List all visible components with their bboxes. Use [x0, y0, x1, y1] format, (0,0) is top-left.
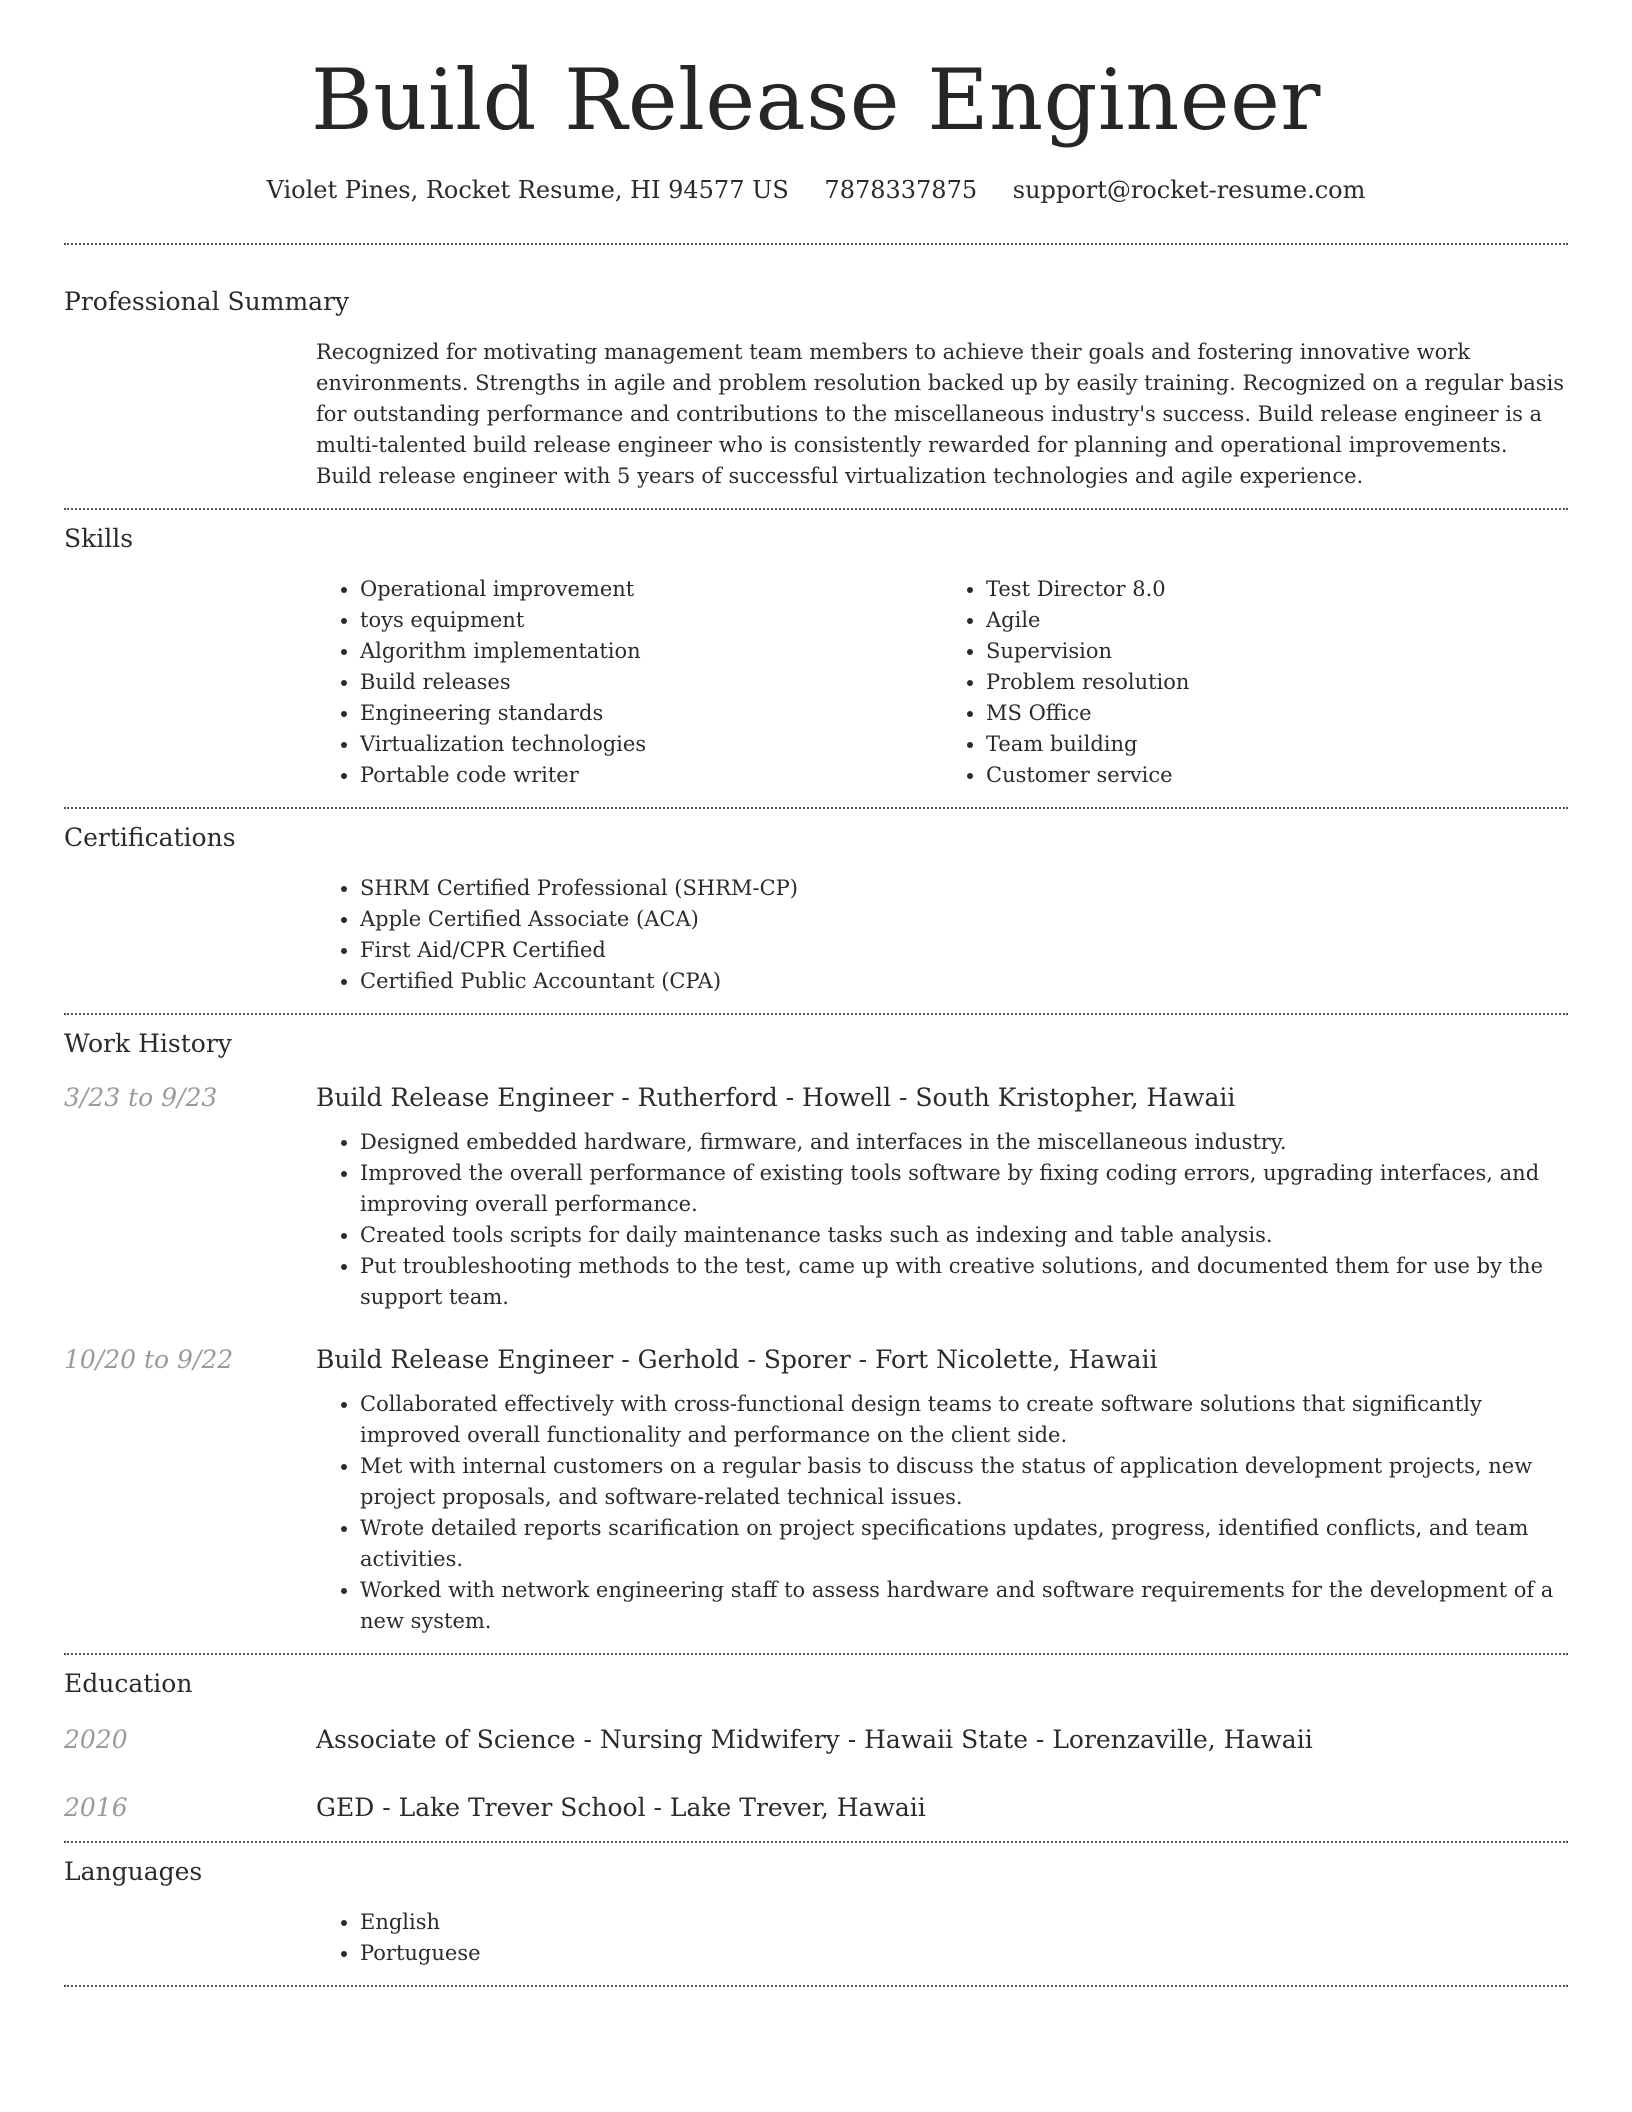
education-year: 2020	[64, 1725, 128, 1754]
skill-item: • Customer service	[986, 760, 1568, 791]
job-bullet: • Designed embedded hardware, firmware, and interfaces in the miscellaneous industry.	[360, 1127, 1568, 1158]
skill-item: • Team building	[986, 729, 1568, 760]
skill-item: • Portable code writer	[360, 760, 942, 791]
certification-item: • First Aid/CPR Certified	[360, 935, 1568, 966]
certification-item: • SHRM Certified Professional (SHRM-CP)	[360, 873, 1568, 904]
certifications-list	[316, 873, 1568, 997]
skill-item: • Operational improvement	[360, 574, 942, 605]
language-item: • English	[360, 1907, 1568, 1938]
job-dates: 3/23 to 9/23	[64, 1083, 218, 1112]
skill-item: • Test Director 8.0	[986, 574, 1568, 605]
skill-item: • Agile	[986, 605, 1568, 636]
job-entry	[64, 1081, 1568, 1115]
skill-item: • Engineering standards	[360, 698, 942, 729]
skill-item: • Supervision	[986, 636, 1568, 667]
job-dates: 10/20 to 9/22	[64, 1345, 234, 1374]
skill-item: • Build releases	[360, 667, 942, 698]
skill-item: • MS Office	[986, 698, 1568, 729]
skill-item: • Problem resolution	[986, 667, 1568, 698]
skill-item: • Virtualization technologies	[360, 729, 942, 760]
skill-item: • toys equipment	[360, 605, 942, 636]
resume-header	[0, 0, 1632, 206]
section-title-education: Education	[64, 1669, 193, 1698]
work-history-section	[0, 1015, 1632, 1653]
certification-item: • Certified Public Accountant (CPA)	[360, 966, 1568, 997]
job-bullet: • Collaborated effectively with cross-functional design teams to create software solutions that significantly improved overall functionality and performance on the client side.	[360, 1389, 1568, 1451]
section-title-summary: Professional Summary	[64, 287, 350, 316]
contact-address: Violet Pines, Rocket Resume, HI 94577 US	[266, 176, 789, 204]
education-year: 2016	[64, 1793, 128, 1822]
contact-email: support@rocket-resume.com	[1012, 176, 1366, 204]
section-title-languages: Languages	[64, 1857, 203, 1886]
section-title-certifications: Certifications	[64, 823, 236, 852]
job-bullet: • Wrote detailed reports scarification on project specifications updates, progress, identified conflicts, and team activities.	[360, 1513, 1568, 1575]
candidate-title: Build Release Engineer	[311, 51, 1321, 149]
certifications-section	[0, 809, 1632, 1013]
skills-section	[0, 510, 1632, 807]
section-title-work: Work History	[64, 1029, 232, 1058]
education-section	[0, 1655, 1632, 1841]
job-bullets	[316, 1127, 1568, 1313]
skills-list-right	[942, 574, 1568, 791]
summary-section	[0, 245, 1632, 508]
divider	[64, 1985, 1568, 1987]
education-heading: GED - Lake Trever School - Lake Trever, Hawaii	[316, 1793, 926, 1822]
job-bullet: • Created tools scripts for daily maintenance tasks such as indexing and table analysis.	[360, 1220, 1568, 1251]
language-item: • Portuguese	[360, 1938, 1568, 1969]
education-entry	[64, 1791, 1568, 1825]
job-bullet: • Worked with network engineering staff to assess hardware and software requirements for the development of a new system.	[360, 1575, 1568, 1637]
section-title-skills: Skills	[64, 524, 134, 553]
certification-item: • Apple Certified Associate (ACA)	[360, 904, 1568, 935]
job-bullet: • Improved the overall performance of existing tools software by fixing coding errors, upgrading interfaces, and improving overall performance.	[360, 1158, 1568, 1220]
skill-item: • Algorithm implementation	[360, 636, 942, 667]
education-entry	[64, 1723, 1568, 1757]
job-heading: Build Release Engineer - Gerhold - Sporer - Fort Nicolette, Hawaii	[316, 1345, 1158, 1374]
job-bullets	[316, 1389, 1568, 1637]
job-bullet: • Put troubleshooting methods to the test, came up with creative solutions, and documented them for use by the support team.	[360, 1251, 1568, 1313]
languages-list	[316, 1907, 1568, 1969]
contact-phone: 7878337875	[824, 176, 978, 204]
contact-line	[0, 174, 1632, 206]
education-heading: Associate of Science - Nursing Midwifery - Hawaii State - Lorenzaville, Hawaii	[316, 1725, 1313, 1754]
skills-list-left	[316, 574, 942, 791]
job-bullet: • Met with internal customers on a regular basis to discuss the status of application development projects, new project proposals, and software-related technical issues.	[360, 1451, 1568, 1513]
job-entry	[64, 1343, 1568, 1377]
summary-text: Recognized for motivating management team members to achieve their goals and fostering innovative work environments. Strengths in agile and problem resolution backed up by easily training. Recognized on a regular basis for outstanding performance and contributions to the miscellaneous industry's success. Build release engineer is a multi-talented build release engineer who is consistently rewarded for planning and operational improvements. Build release engineer with 5 years of successful virtualization technologies and agile experience.	[316, 340, 1565, 488]
languages-section	[0, 1843, 1632, 1985]
job-heading: Build Release Engineer - Rutherford - Howell - South Kristopher, Hawaii	[316, 1083, 1236, 1112]
